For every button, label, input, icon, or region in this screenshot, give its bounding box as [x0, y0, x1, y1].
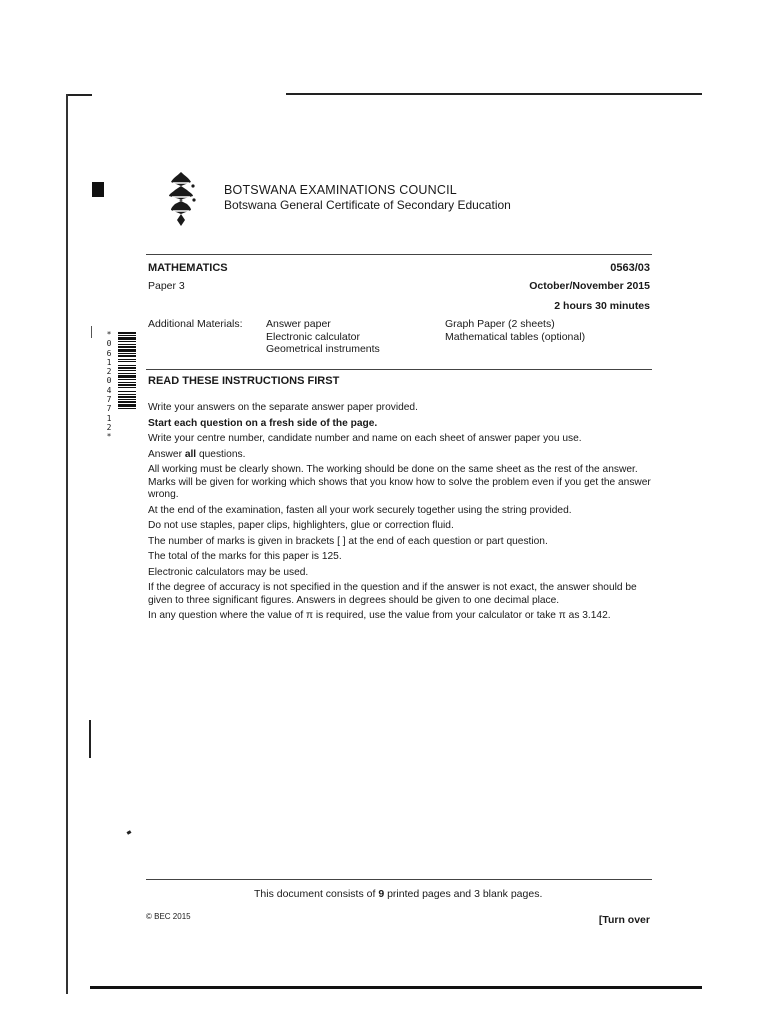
- material-item: Electronic calculator: [266, 330, 360, 343]
- instruction-line: In any question where the value of π is required, use the value from your calculator or take π as 3.142.: [148, 610, 611, 621]
- materials-list-1: [266, 318, 380, 356]
- registration-marker: [92, 182, 104, 197]
- margin-tick-mark: [89, 720, 91, 758]
- instruction-line: Write your answers on the separate answer paper provided.: [148, 402, 418, 413]
- page-count-text: blank pages.: [479, 888, 543, 900]
- instruction-line: If the degree of accuracy is not specified in the question and if the answer is not exact, the answer should be given to three significant figures. Answers in degrees should be given to one decimal place.: [148, 582, 637, 606]
- materials-label: Additional Materials:: [148, 318, 243, 330]
- instruction-line: Electronic calculators may be used.: [148, 566, 309, 578]
- certificate-name: Botswana General Certificate of Secondary Education: [224, 198, 511, 212]
- instructions-heading: READ THESE INSTRUCTIONS FIRST: [148, 375, 340, 387]
- page-count-text: This document consists of: [254, 888, 379, 900]
- printed-page-count: 9: [378, 888, 385, 900]
- barcode-text: * 0 6 1 2 0 4 7 7 1 2 *: [106, 330, 112, 442]
- instruction-text: questions.: [196, 448, 246, 460]
- subject-title: MATHEMATICS: [148, 262, 228, 274]
- instructions-list: [148, 402, 653, 626]
- council-logo-icon: [163, 170, 199, 228]
- material-item: Geometrical instruments: [266, 343, 380, 355]
- exam-duration: 2 hours 30 minutes: [554, 300, 650, 312]
- frame-line-top-right: [286, 93, 702, 95]
- divider: [146, 254, 652, 255]
- council-name: BOTSWANA EXAMINATIONS COUNCIL: [224, 183, 457, 197]
- copyright: © BEC 2015: [146, 912, 191, 921]
- blank-page-count: 3: [474, 888, 480, 900]
- divider: [146, 879, 652, 880]
- instruction-line: Write your centre number, candidate number and name on each sheet of answer paper you use.: [148, 433, 582, 444]
- page-count-text: printed pages and: [384, 888, 475, 900]
- material-item: Mathematical tables (optional): [445, 330, 586, 343]
- exam-session: October/November 2015: [529, 280, 650, 292]
- instruction-text: Answer: [148, 448, 185, 460]
- material-item: Answer paper: [266, 318, 331, 330]
- barcode-icon: [118, 332, 136, 452]
- turn-over-label: [Turn over: [598, 914, 650, 926]
- frame-line-left: [66, 94, 68, 994]
- materials-list-2: [445, 318, 585, 343]
- instruction-line: The total of the marks for this paper is 125.: [148, 551, 342, 562]
- material-item: Graph Paper (2 sheets): [445, 318, 555, 330]
- instruction-line: The number of marks is given in brackets [ ] at the end of each question or part question.: [148, 535, 548, 547]
- instruction-line: At the end of the examination, fasten all your work securely together using the string provided.: [148, 504, 572, 516]
- instruction-line: [148, 449, 653, 462]
- frame-line-bottom: [90, 986, 702, 989]
- margin-tick-mark-small: [91, 326, 92, 338]
- instruction-emphasis: all: [184, 448, 197, 460]
- instruction-line: Do not use staples, paper clips, highlighters, glue or correction fluid.: [148, 520, 454, 531]
- scan-speck: [127, 830, 132, 835]
- paper-number: Paper 3: [148, 280, 185, 292]
- page-count-note: [254, 888, 542, 900]
- paper-code: 0563/03: [610, 262, 650, 274]
- instruction-line: Start each question on a fresh side of the page.: [148, 417, 378, 429]
- frame-line-top-left: [66, 94, 92, 96]
- divider: [146, 369, 652, 370]
- instruction-line: All working must be clearly shown. The working should be done on the same sheet as the rest of the answer. Marks will be given for working which shows that you know how to solve the problem even if you get the answer wrong.: [148, 464, 651, 500]
